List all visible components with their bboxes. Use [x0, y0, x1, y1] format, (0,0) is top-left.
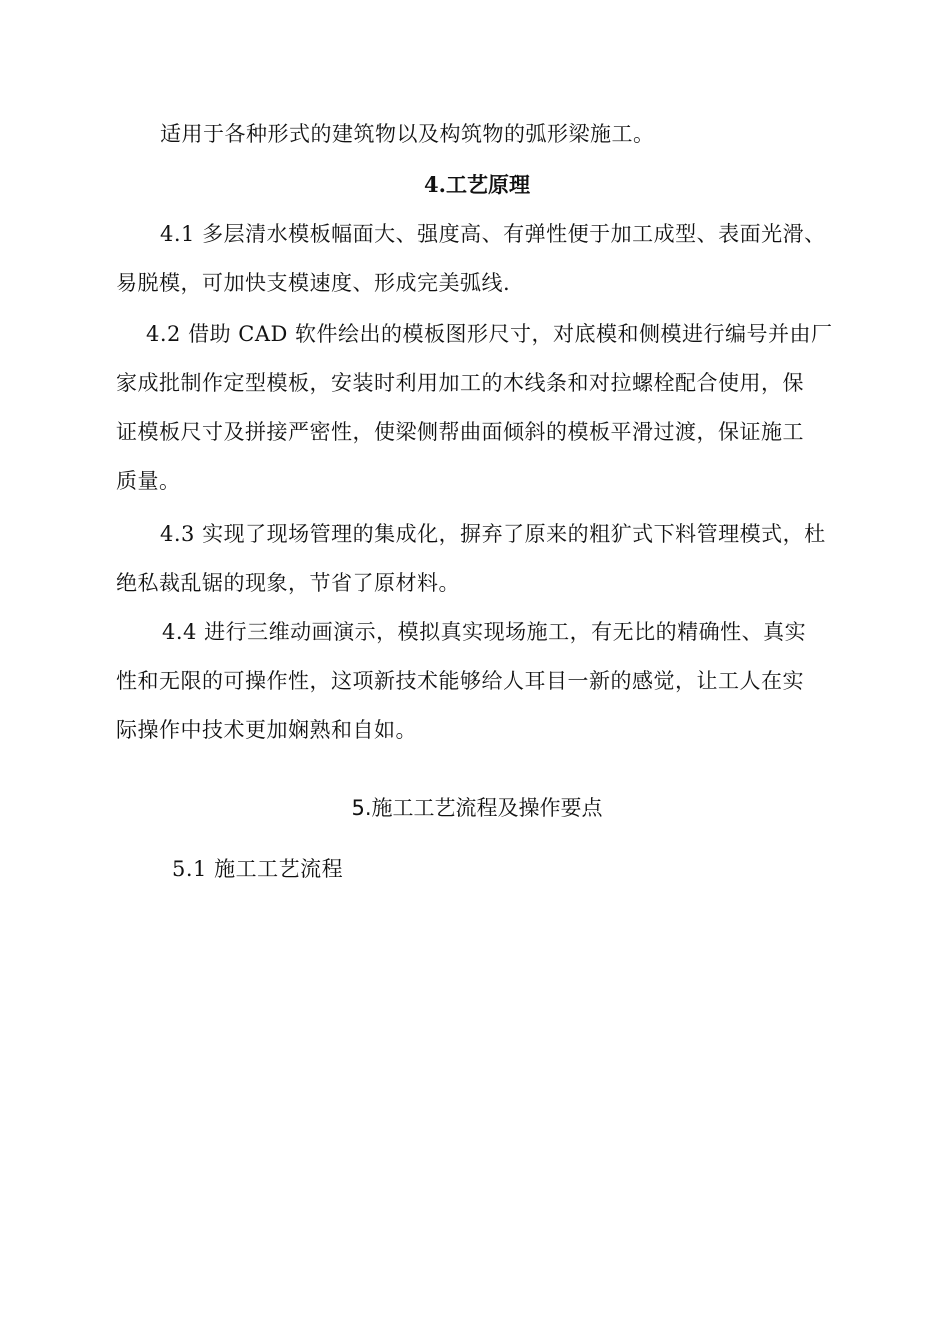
- section-5-heading: 5.施工工艺流程及操作要点: [351, 796, 603, 820]
- section-4-4-line-2: 性和无限的可操作性，这项新技术能够给人耳目一新的感觉，让工人在实: [116, 669, 804, 693]
- section-4-2-paragraph: [116, 310, 838, 506]
- section-4-2-line-3: 证模板尺寸及拼接严密性，使梁侧帮曲面倾斜的模板平滑过渡，保证施工: [116, 420, 804, 444]
- section-4-heading: 4.工艺原理: [424, 172, 530, 197]
- section-4-4-line-3: 际操作中技术更加娴熟和自如。: [116, 718, 417, 742]
- intro-paragraph: [116, 110, 838, 159]
- section-4-1-paragraph: [116, 210, 838, 308]
- section-4-2-line-1: 4.2 借助 CAD 软件绘出的模板图形尺寸，对底模和侧模进行编号并由厂: [146, 322, 833, 346]
- section-5-1-heading: 5.1 施工工艺流程: [172, 857, 344, 881]
- section-4-4-paragraph: [116, 608, 838, 755]
- section-4-3-paragraph: [116, 510, 838, 608]
- section-4-3-line-2: 绝私裁乱锯的现象，节省了原材料。: [116, 571, 460, 595]
- section-4-4-line-1: 4.4 进行三维动画演示，模拟真实现场施工，有无比的精确性、真实: [162, 620, 807, 644]
- section-4-2-line-4: 质量。: [116, 469, 181, 493]
- section-4-1-line-2: 易脱模，可加快支模速度、形成完美弧线.: [116, 271, 511, 295]
- section-4-3-line-1: 4.3 实现了现场管理的集成化，摒弃了原来的粗犷式下料管理模式，杜: [160, 522, 826, 546]
- intro-line: 适用于各种形式的建筑物以及构筑物的弧形梁施工。: [160, 122, 655, 146]
- section-4-2-line-2: 家成批制作定型模板，安装时利用加工的木线条和对拉螺栓配合使用，保: [116, 371, 804, 395]
- section-5-1-paragraph: [116, 845, 838, 894]
- section-4-1-line-1: 4.1 多层清水模板幅面大、强度高、有弹性便于加工成型、表面光滑、: [160, 222, 826, 246]
